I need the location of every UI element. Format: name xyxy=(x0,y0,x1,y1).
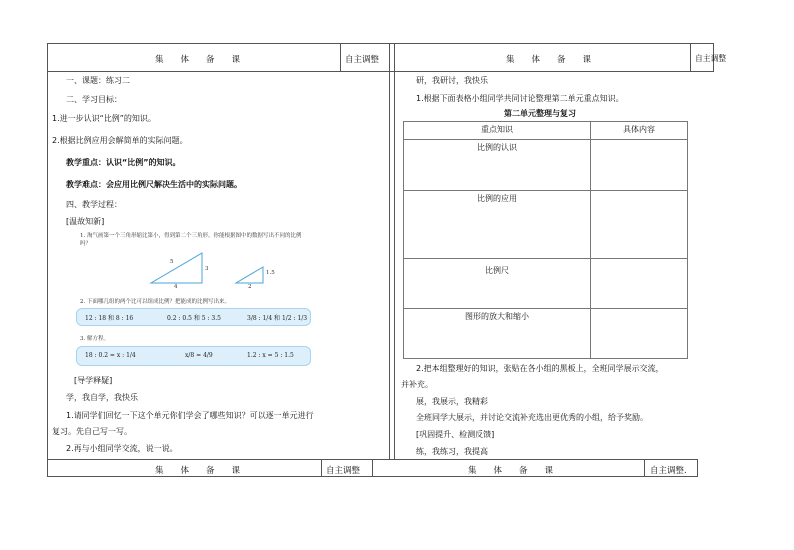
q2-item-2: 0.2 : 0.5 和 5 : 3.5 xyxy=(167,315,221,322)
left-footer-adjust: 自主调整 xyxy=(326,466,361,476)
q2-item-3: 3/8 : 1/4 和 1/2 : 1/3 xyxy=(247,315,308,322)
class-show-line: 全班同学大展示，并讨论交流补充选出更优秀的小组，给予奖励。 xyxy=(416,413,648,422)
goal-1: 1.进一步认识“比例”的知识。 xyxy=(52,114,156,123)
row-ratio-application-content[interactable] xyxy=(591,191,688,259)
recall-line-2: 复习。先自己写一写。 xyxy=(52,427,132,436)
frame-top xyxy=(47,43,714,44)
row-ratio-recognition: 比例的认识 xyxy=(404,140,591,191)
guide-section-label: [导学释疑] xyxy=(74,376,113,385)
small-tri-base-label: 2 xyxy=(248,284,252,290)
footer-right-adjust-divider xyxy=(644,459,645,477)
footer-mid-divider xyxy=(372,459,373,477)
right-footer-title: 集 体 备 课 xyxy=(468,466,554,476)
big-tri-side-label: 3 xyxy=(205,266,209,272)
frame-left xyxy=(47,43,48,477)
q3-pill xyxy=(76,346,311,366)
consolidate-section-label: [巩固提升、检测反馈] xyxy=(416,430,495,439)
right-header-adjust: 自主调整 xyxy=(695,54,727,63)
footer-left-adjust-divider xyxy=(321,459,322,477)
left-footer-title: 集 体 备 课 xyxy=(155,466,241,476)
discuss-line: 2.再与小组同学交流，说一说。 xyxy=(66,444,178,453)
q3-item-1: 18 : 0.2 = x : 1/4 xyxy=(85,352,136,359)
center-divider-a xyxy=(389,43,390,460)
row-scale-content[interactable] xyxy=(591,259,688,309)
difficult-point: 教学难点：会应用比例尺解决生活中的实际问题。 xyxy=(66,180,242,189)
header-key-knowledge: 重点知识 xyxy=(404,122,591,140)
left-header-adjust: 自主调整 xyxy=(345,55,380,65)
key-point: 教学重点：认识“比例”的知识。 xyxy=(66,158,181,167)
summary-table-title: 第二单元整理与复习 xyxy=(504,109,576,118)
row-scale: 比例尺 xyxy=(404,259,591,309)
header-content: 具体内容 xyxy=(591,122,688,140)
research-line: 研，我研讨，我快乐 xyxy=(416,76,488,85)
row-enlarge-shrink-content[interactable] xyxy=(591,309,688,359)
big-triangle xyxy=(151,253,202,283)
center-divider-b xyxy=(394,43,395,460)
exercise-image xyxy=(76,229,316,372)
review-section-label: [温故知新] xyxy=(66,217,105,226)
small-triangle xyxy=(236,267,263,283)
q2-item-1: 12 : 18 和 8 : 16 xyxy=(85,315,134,322)
right-adjust-divider xyxy=(690,43,691,71)
header-bottom-rule xyxy=(47,71,714,72)
row-enlarge-shrink: 图形的放大和缩小 xyxy=(404,309,591,359)
exercise-q3: 3. 解方程。 xyxy=(80,336,109,342)
triangles-figure xyxy=(76,247,316,317)
post-line-2: 并补充。 xyxy=(401,380,433,389)
post-line-1: 2.把本组整理好的知识，张贴在各小组的黑板上，全班同学展示交流， xyxy=(416,364,664,373)
left-header-title: 集 体 备 课 xyxy=(155,55,241,65)
q2-pill xyxy=(76,308,311,326)
exercise-q1: 1. 淘气画第一个三角形缩比第小，得到第二个三角形。你能根据图中的数据写出不同的比例吗？ xyxy=(80,233,302,247)
practice-line: 练，我练习，我提高 xyxy=(416,447,488,456)
row-ratio-application: 比例的应用 xyxy=(404,191,591,259)
small-tri-side-label: 1.5 xyxy=(266,270,275,276)
right-header-title: 集 体 备 课 xyxy=(506,55,592,65)
footer-right-edge xyxy=(697,459,698,477)
goal-2: 2.根据比例应用会解简单的实际问题。 xyxy=(52,136,188,145)
recall-line-1: 1.请同学们回忆一下这个单元你们学会了哪些知识？可以逐一单元进行 xyxy=(66,411,314,420)
show-line: 展，我展示，我精彩 xyxy=(416,397,488,406)
row-ratio-recognition-content[interactable] xyxy=(591,140,688,191)
process-heading: 四、教学过程： xyxy=(66,200,122,209)
big-tri-base-label: 4 xyxy=(174,284,178,290)
lesson-topic: 一、课题：练习二 xyxy=(66,76,130,85)
right-footer-adjust: 自主调整. xyxy=(650,466,687,476)
learning-goals-heading: 二、学习目标： xyxy=(66,95,122,104)
q3-item-2: x/8 = 4/9 xyxy=(185,352,213,359)
self-study-line: 学，我自学，我快乐 xyxy=(66,393,138,402)
left-adjust-divider xyxy=(340,43,341,71)
summary-table xyxy=(403,121,688,359)
table-instruction: 1.根据下面表格小组同学共同讨论整理第二单元重点知识。 xyxy=(416,94,624,103)
big-tri-hyp-label: 5 xyxy=(170,259,174,265)
q3-item-3: 1.2 : x = 5 : 1.5 xyxy=(247,352,294,359)
exercise-q2: 2. 下面哪几组的两个比可以组成比例？把能成的比例写出来。 xyxy=(80,299,230,305)
